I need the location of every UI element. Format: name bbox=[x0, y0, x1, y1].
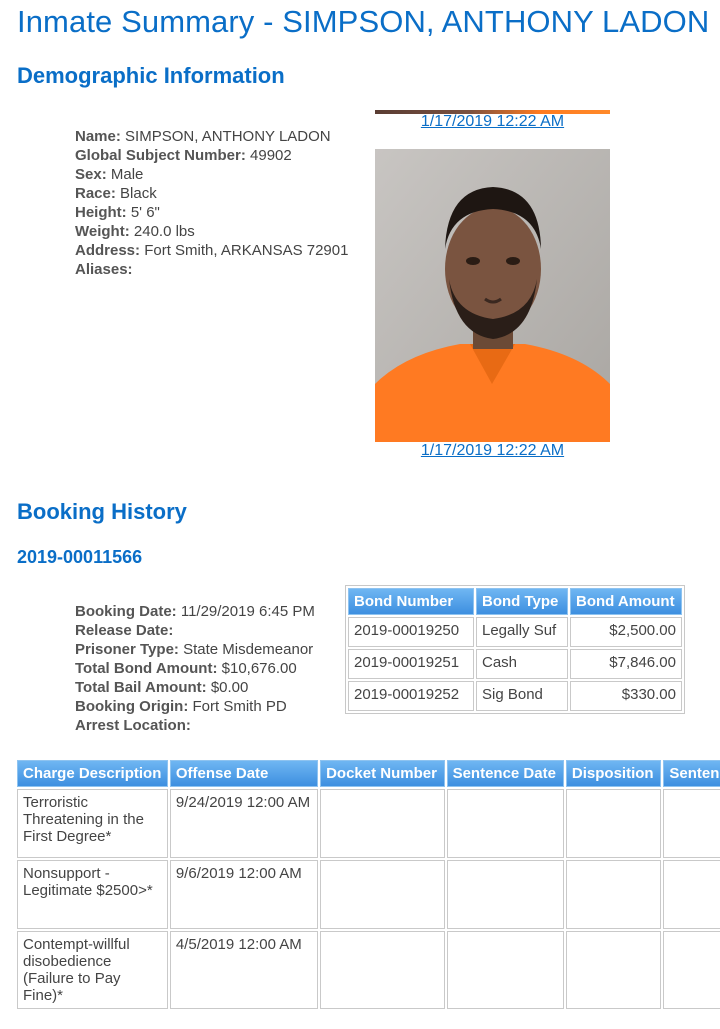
field-address: Address: Fort Smith, ARKANSAS 72901 bbox=[75, 242, 349, 259]
col-charge-description[interactable]: Charge Description bbox=[17, 760, 168, 787]
sentence-cell bbox=[663, 860, 720, 929]
photo-link-1[interactable]: 1/17/2019 12:22 AM bbox=[420, 113, 565, 130]
field-prisoner-type: Prisoner Type: State Misdemeanor bbox=[75, 641, 314, 658]
disposition-cell bbox=[566, 931, 661, 1009]
field-total-bond-amount: Total Bond Amount: $10,676.00 bbox=[75, 660, 297, 677]
bond-number-cell: 2019-00019250 bbox=[348, 617, 474, 647]
photo-link-2[interactable]: 1/17/2019 12:22 AM bbox=[420, 442, 565, 459]
table-row bbox=[17, 860, 720, 929]
field-sex: Sex: Male bbox=[75, 166, 144, 183]
bond-table bbox=[345, 585, 685, 714]
field-release-date: Release Date: bbox=[75, 622, 174, 639]
field-global-subject-number: Global Subject Number: 49902 bbox=[75, 147, 292, 164]
sentence-cell bbox=[663, 931, 720, 1009]
col-sentence[interactable]: Senten bbox=[663, 760, 720, 787]
bond-type-cell: Sig Bond bbox=[476, 681, 568, 711]
col-offense-date[interactable]: Offense Date bbox=[170, 760, 318, 787]
bond-number-cell: 2019-00019252 bbox=[348, 681, 474, 711]
field-total-bail-amount: Total Bail Amount: $0.00 bbox=[75, 679, 249, 696]
offense-date-cell: 9/24/2019 12:00 AM bbox=[170, 789, 318, 858]
field-booking-origin: Booking Origin: Fort Smith PD bbox=[75, 698, 287, 715]
disposition-cell bbox=[566, 789, 661, 858]
offense-date-cell: 4/5/2019 12:00 AM bbox=[170, 931, 318, 1009]
docket-number-cell bbox=[320, 789, 444, 858]
bond-type-cell: Cash bbox=[476, 649, 568, 679]
charge-description-cell: Contempt-willful disobedience (Failure to Pay Fine)* bbox=[17, 931, 168, 1009]
demographic-fields bbox=[75, 127, 348, 279]
charges-table bbox=[15, 758, 720, 1011]
col-bond-number[interactable]: Bond Number bbox=[348, 588, 474, 615]
table-row bbox=[348, 681, 682, 711]
charge-description-cell: Terroristic Threatening in the First Degree* bbox=[17, 789, 168, 858]
bond-table-header bbox=[348, 588, 682, 615]
page-title: Inmate Summary - SIMPSON, ANTHONY LADON bbox=[17, 4, 710, 39]
field-booking-date: Booking Date: 11/29/2019 6:45 PM bbox=[75, 603, 315, 620]
sentence-date-cell bbox=[447, 789, 564, 858]
col-docket-number[interactable]: Docket Number bbox=[320, 760, 444, 787]
field-height: Height: 5' 6" bbox=[75, 204, 160, 221]
sentence-date-cell bbox=[447, 860, 564, 929]
offense-date-cell: 9/6/2019 12:00 AM bbox=[170, 860, 318, 929]
mugshot-photo[interactable] bbox=[375, 149, 610, 442]
table-row bbox=[348, 617, 682, 647]
booking-number: 2019-00011566 bbox=[17, 547, 143, 567]
col-bond-amount[interactable]: Bond Amount bbox=[570, 588, 682, 615]
sentence-date-cell bbox=[447, 931, 564, 1009]
person-silhouette-icon bbox=[375, 149, 610, 442]
bond-amount-cell: $2,500.00 bbox=[570, 617, 682, 647]
col-bond-type[interactable]: Bond Type bbox=[476, 588, 568, 615]
col-disposition[interactable]: Disposition bbox=[566, 760, 661, 787]
disposition-cell bbox=[566, 860, 661, 929]
booking-fields bbox=[75, 602, 315, 735]
booking-history-heading: Booking History bbox=[17, 499, 187, 524]
charges-table-header bbox=[17, 760, 720, 787]
docket-number-cell bbox=[320, 860, 444, 929]
bond-type-cell: Legally Suf bbox=[476, 617, 568, 647]
field-arrest-location: Arrest Location: bbox=[75, 717, 191, 734]
field-weight: Weight: 240.0 lbs bbox=[75, 223, 195, 240]
charge-description-cell: Nonsupport - Legitimate $2500>* bbox=[17, 860, 168, 929]
col-sentence-date[interactable]: Sentence Date bbox=[447, 760, 564, 787]
table-row bbox=[17, 789, 720, 858]
docket-number-cell bbox=[320, 931, 444, 1009]
field-race: Race: Black bbox=[75, 185, 157, 202]
bond-amount-cell: $7,846.00 bbox=[570, 649, 682, 679]
demographic-heading: Demographic Information bbox=[17, 63, 285, 88]
table-row bbox=[17, 931, 720, 1009]
table-row bbox=[348, 649, 682, 679]
sentence-cell bbox=[663, 789, 720, 858]
field-name: Name: SIMPSON, ANTHONY LADON bbox=[75, 128, 331, 145]
field-aliases: Aliases: bbox=[75, 261, 133, 278]
bond-amount-cell: $330.00 bbox=[570, 681, 682, 711]
bond-number-cell: 2019-00019251 bbox=[348, 649, 474, 679]
